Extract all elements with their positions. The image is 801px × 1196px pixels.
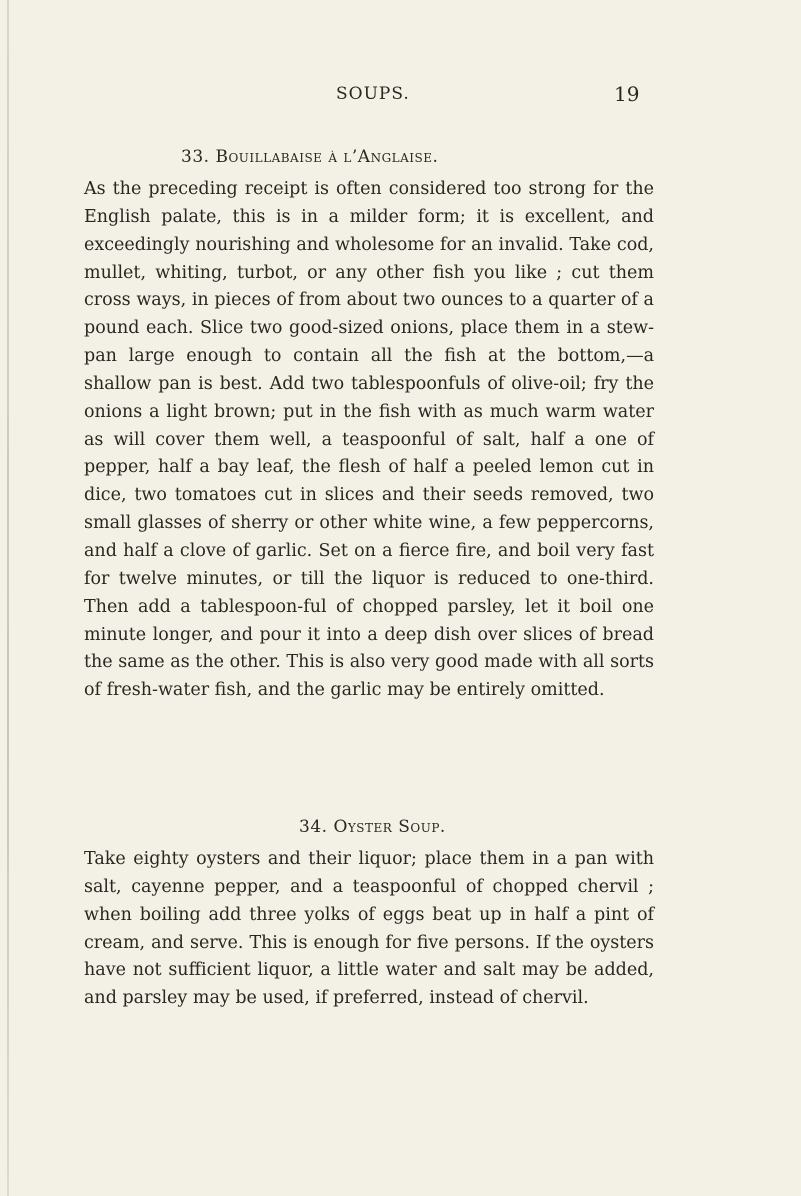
section-number: 33. — [181, 147, 210, 167]
page-number: 19 — [614, 82, 640, 106]
section-title: Bouillabaise à l’Anglaise. — [215, 147, 439, 167]
running-head-title: SOUPS. — [336, 84, 410, 104]
section-title: Oyster Soup. — [333, 817, 446, 837]
page-edge-shadow — [7, 0, 9, 1196]
section-heading-bouillabaise — [181, 144, 438, 170]
running-head — [0, 81, 801, 107]
section-number: 34. — [299, 817, 328, 837]
paragraph: Take eighty oysters and their liquor; place them in a pan with salt, cayenne pepper, and a teaspoonful of chopped chervil ; when boiling add three yolks of eggs beat up in half a pint of cream, and serve. This is enough for five persons. If the oysters have not sufficient liquor, a little water and salt may be added, and parsley may be used, if preferred, instead of chervil. — [84, 849, 654, 1009]
section-heading-oyster-soup — [299, 814, 446, 840]
paragraph: As the preceding receipt is often considered too strong for the English palate, this is in a milder form; it is excellent, and exceedingly nourishing and wholesome for an invalid. Take cod, mullet, whiting, turbot, or any other fish you like ; cut them cross ways, in pieces of from about two ounces to a quarter of a pound each. Slice two good-sized onions, place them in a stew-pan large enough to contain all the fish at the bottom,—a shallow pan is best. Add two tablespoonfuls of olive-oil; fry the onions a light brown; put in the fish with as much warm water as will cover them well, a teaspoonful of salt, half a one of pepper, half a bay leaf, the flesh of half a peeled lemon cut in dice, two tomatoes cut in slices and their seeds removed, two small glasses of sherry or other white wine, a few peppercorns, and half a clove of garlic. Set on a fierce fire, and boil very fast for twelve minutes, or till the liquor is reduced to one-third. Then add a tablespoon-ful of chopped parsley, let it boil one minute longer, and pour it into a deep dish over slices of bread the same as the other. This is also very good made with all sorts of fresh-water fish, and the garlic may be entirely omitted. — [84, 179, 654, 701]
section-body-bouillabaise — [84, 176, 654, 705]
section-body-oyster-soup — [84, 846, 654, 1013]
